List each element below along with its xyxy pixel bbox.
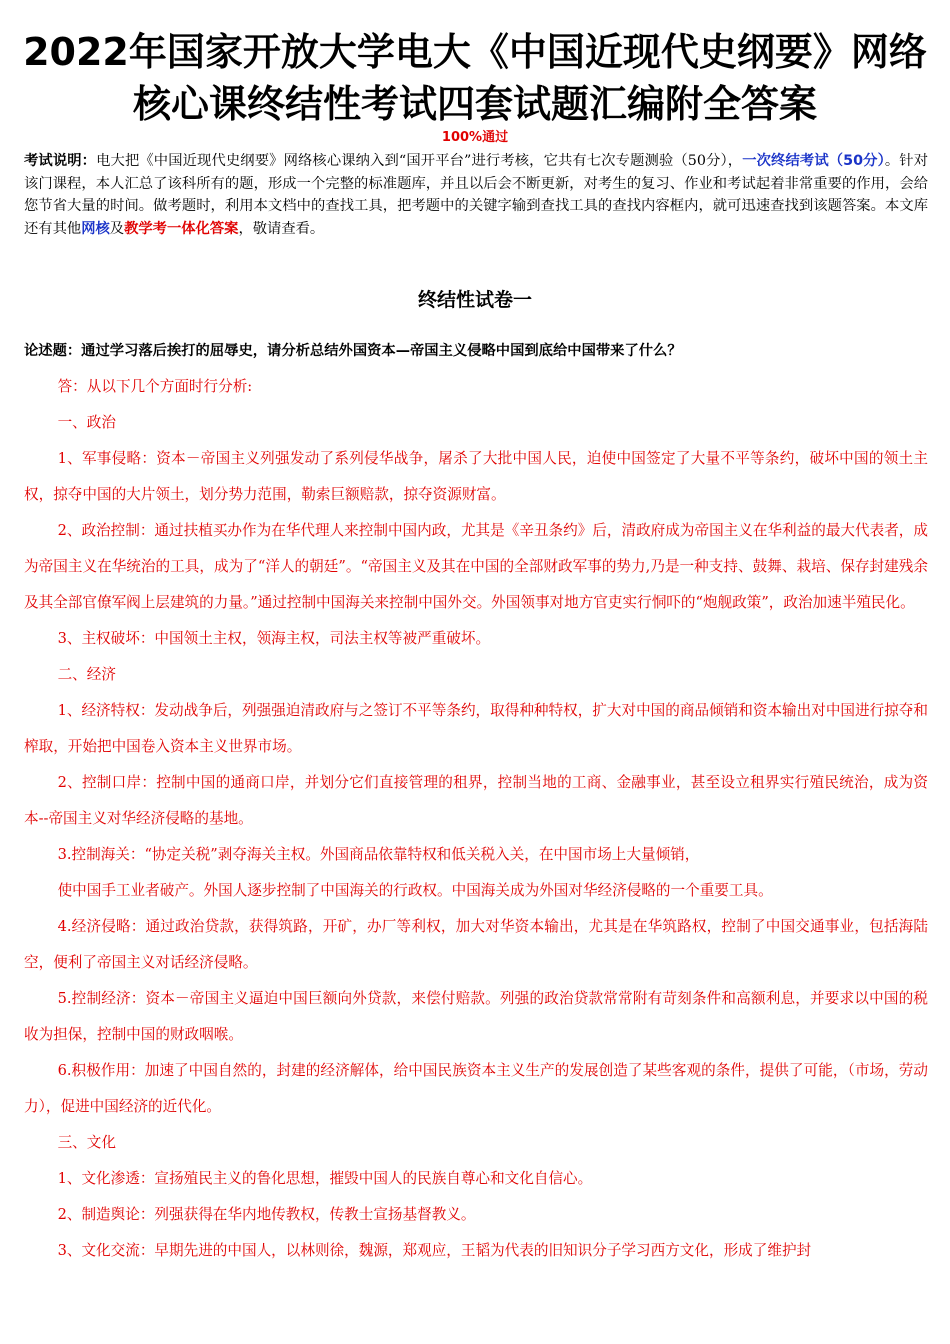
answer-paragraph: 1、经济特权：发动战争后，列强强迫清政府与之签订不平等条约，取得种种特权，扩大对中国的商品倾销和资本输出对中国进行掠夺和榨取，开始把中国卷入资本主义世界市场。 <box>24 702 928 755</box>
answer-paragraph: 三、文化 <box>57 1134 116 1151</box>
pass-badge: 100%通过 <box>441 130 509 145</box>
description-text-2: 。针对该门课程，本人汇总了该科所有的题，形成一个完整的标准题库，并且以后会不断更新，对考生的复习、作业和考试起着非常重要的作用，会给您节省大量的时间。做考题时，利用本文档中的查找工具，把考题中的关键字输到查找工具的查找内容框内，就可迅速查找到该题答案。本文库还有其他 <box>24 153 929 237</box>
doc-title-line-1: 2022年国家开放大学电大《中国近现代史纲要》网络 <box>23 30 927 74</box>
answer-paragraph: 1、文化渗透：宣扬殖民主义的鲁化思想，摧毁中国人的民族自尊心和文化自信心。 <box>57 1170 593 1187</box>
answer-paragraph: 5.控制经济：资本－帝国主义逼迫中国巨额向外贷款，来偿付赔款。列强的政治贷款常常附有苛刻条件和高额利息，并要求以中国的税收为担保，控制中国的财政咽喉。 <box>24 990 928 1043</box>
answer-paragraph: 3.控制海关：“协定关税”剥夺海关主权。外国商品依靠特权和低关税入关，在中国市场上大量倾销， <box>57 846 700 863</box>
answer-paragraph: 4.经济侵略：通过政治贷款，获得筑路，开矿，办厂等利权，加大对华资本输出，尤其是在华筑路权，控制了中国交通事业，包括海陆空，便利了帝国主义对话经济侵略。 <box>24 918 928 971</box>
answer-paragraph: 1、军事侵略：资本－帝国主义列强发动了系列侵华战争，屠杀了大批中国人民，迫使中国签定了大量不平等条约，破坏中国的领土主权，掠夺中国的大片领土，划分势力范围，勒索巨额赔款，掠夺资源财富。 <box>24 450 928 503</box>
link-teaching-answers[interactable]: 教学考一体化答案 <box>124 220 239 237</box>
description-text-1: 电大把《中国近现代史纲要》网络核心课纳入到“国开平台”进行考核，它共有七次专题测验（50分）， <box>96 153 743 169</box>
doc-title-line-2: 核心课终结性考试四套试题汇编附全答案 <box>132 82 817 126</box>
link-wanghe[interactable]: 网核 <box>81 220 110 237</box>
answer-paragraph: 答：从以下几个方面时行分析: <box>57 378 253 395</box>
answer-paragraph: 2、控制口岸：控制中国的通商口岸，并划分它们直接管理的租界，控制当地的工商、金融事业，甚至设立租界实行殖民统治，成为资本--帝国主义对华经济侵略的基地。 <box>24 774 928 827</box>
description-label: 考试说明： <box>24 153 97 169</box>
description-mid: 及 <box>109 220 125 237</box>
answer-paragraph: 3、主权破坏：中国领土主权，领海主权，司法主权等被严重破坏。 <box>57 630 491 647</box>
description-tail: ，敬请查看。 <box>238 220 325 237</box>
exam-description <box>24 150 928 240</box>
answer-paragraph: 一、政治 <box>57 414 116 431</box>
answer-paragraph: 3、文化交流：早期先进的中国人，以林则徐，魏源，郑观应，王韬为代表的旧知识分子学习西方文化，形成了维护封 <box>57 1242 812 1259</box>
answer-paragraph: 2、政治控制：通过扶植买办作为在华代理人来控制中国内政，尤其是《辛丑条约》后，清政府成为帝国主义在华利益的最大代表者，成为帝国主义在华统治的工具，成为了“洋人的朝廷”。“帝国主义及其在中国的全部财政军事的势力,乃是一种支持、鼓舞、栽培、保存封建残余及其全部官僚军阀上层建筑的力量。”通过控制中国海关来控制中国外交。外国领事对地方官吏实行恫吓的“炮舰政策”，政治加速半殖民化。 <box>24 522 928 611</box>
answer-paragraph: 二、经济 <box>57 666 116 683</box>
essay-question: 论述题：通过学习落后挨打的屈辱史，请分析总结外国资本—帝国主义侵略中国到底给中国带来了什么？ <box>24 343 682 359</box>
answer-paragraph: 6.积极作用：加速了中国自然的，封建的经济解体，给中国民族资本主义生产的发展创造了某些客观的条件，提供了可能，（市场，劳动力），促进中国经济的近代化。 <box>24 1062 928 1115</box>
section-title: 终结性试卷一 <box>417 289 532 311</box>
final-exam-highlight: 一次终结考试（50分） <box>742 153 885 169</box>
answer-body <box>24 369 928 1269</box>
answer-paragraph: 2、制造舆论：列强获得在华内地传教权，传教士宣扬基督教义。 <box>57 1206 476 1223</box>
answer-paragraph: 使中国手工业者破产。外国人逐步控制了中国海关的行政权。中国海关成为外国对华经济侵略的一个重要工具。 <box>57 882 773 899</box>
